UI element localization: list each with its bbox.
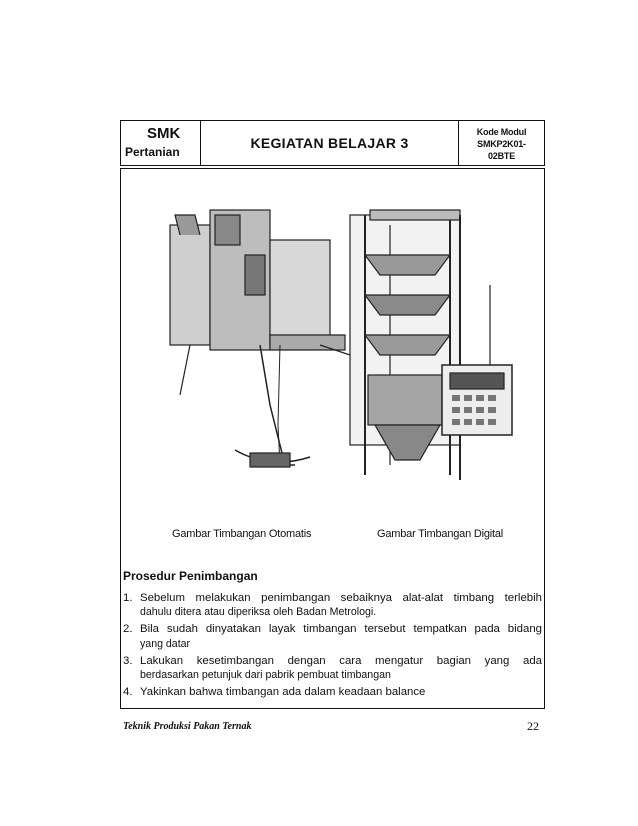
school-cell [121, 121, 201, 165]
procedure-list [123, 591, 542, 702]
list-item [123, 591, 542, 619]
module-label: Kode Modul [476, 127, 527, 137]
book-title: Teknik Produksi Pakan Ternak [123, 721, 252, 732]
scales-illustration [150, 195, 530, 495]
module-code-line1: SMKP2K01- [477, 139, 526, 149]
item-number: 3. [123, 654, 133, 667]
list-item [123, 685, 542, 699]
list-item [123, 622, 542, 650]
list-item [123, 654, 542, 682]
item-text-line1: Bila sudah dinyatakan layak timbangan tersebut tempatkan pada bidang [140, 623, 542, 636]
item-text-line1: Lakukan kesetimbangan dengan cara mengatur bagian yang ada [140, 654, 542, 667]
item-text-line1: Sebelum melakukan penimbangan sebaiknya alat-alat timbang terlebih [140, 592, 542, 604]
section-heading: Prosedur Penimbangan [123, 569, 258, 583]
item-text-line2: berdasarkan petunjuk dari pabrik pembuat timbangan [140, 669, 391, 682]
title-cell [201, 121, 459, 165]
item-number: 2. [123, 623, 133, 636]
school-name: SMK [147, 125, 181, 142]
module-code-cell [459, 121, 544, 165]
page-number: 22 [527, 719, 539, 733]
module-header [120, 120, 545, 166]
item-number: 1. [123, 592, 133, 604]
item-text-line1: Yakinkan bahwa timbangan ada dalam keadaan balance [140, 686, 426, 699]
page-title: KEGIATAN BELAJAR 3 [250, 135, 409, 151]
field-name: Pertanian [125, 145, 180, 159]
module-code-line2: 02BTE [487, 151, 515, 161]
item-number: 4. [123, 686, 133, 699]
caption-automatic-scale: Gambar Timbangan Otomatis [172, 528, 312, 540]
caption-digital-scale: Gambar Timbangan Digital [377, 528, 504, 540]
item-text-line2: yang datar [140, 637, 191, 650]
item-text-line2: dahulu ditera atau diperiksa oleh Badan Metrologi. [140, 606, 377, 619]
